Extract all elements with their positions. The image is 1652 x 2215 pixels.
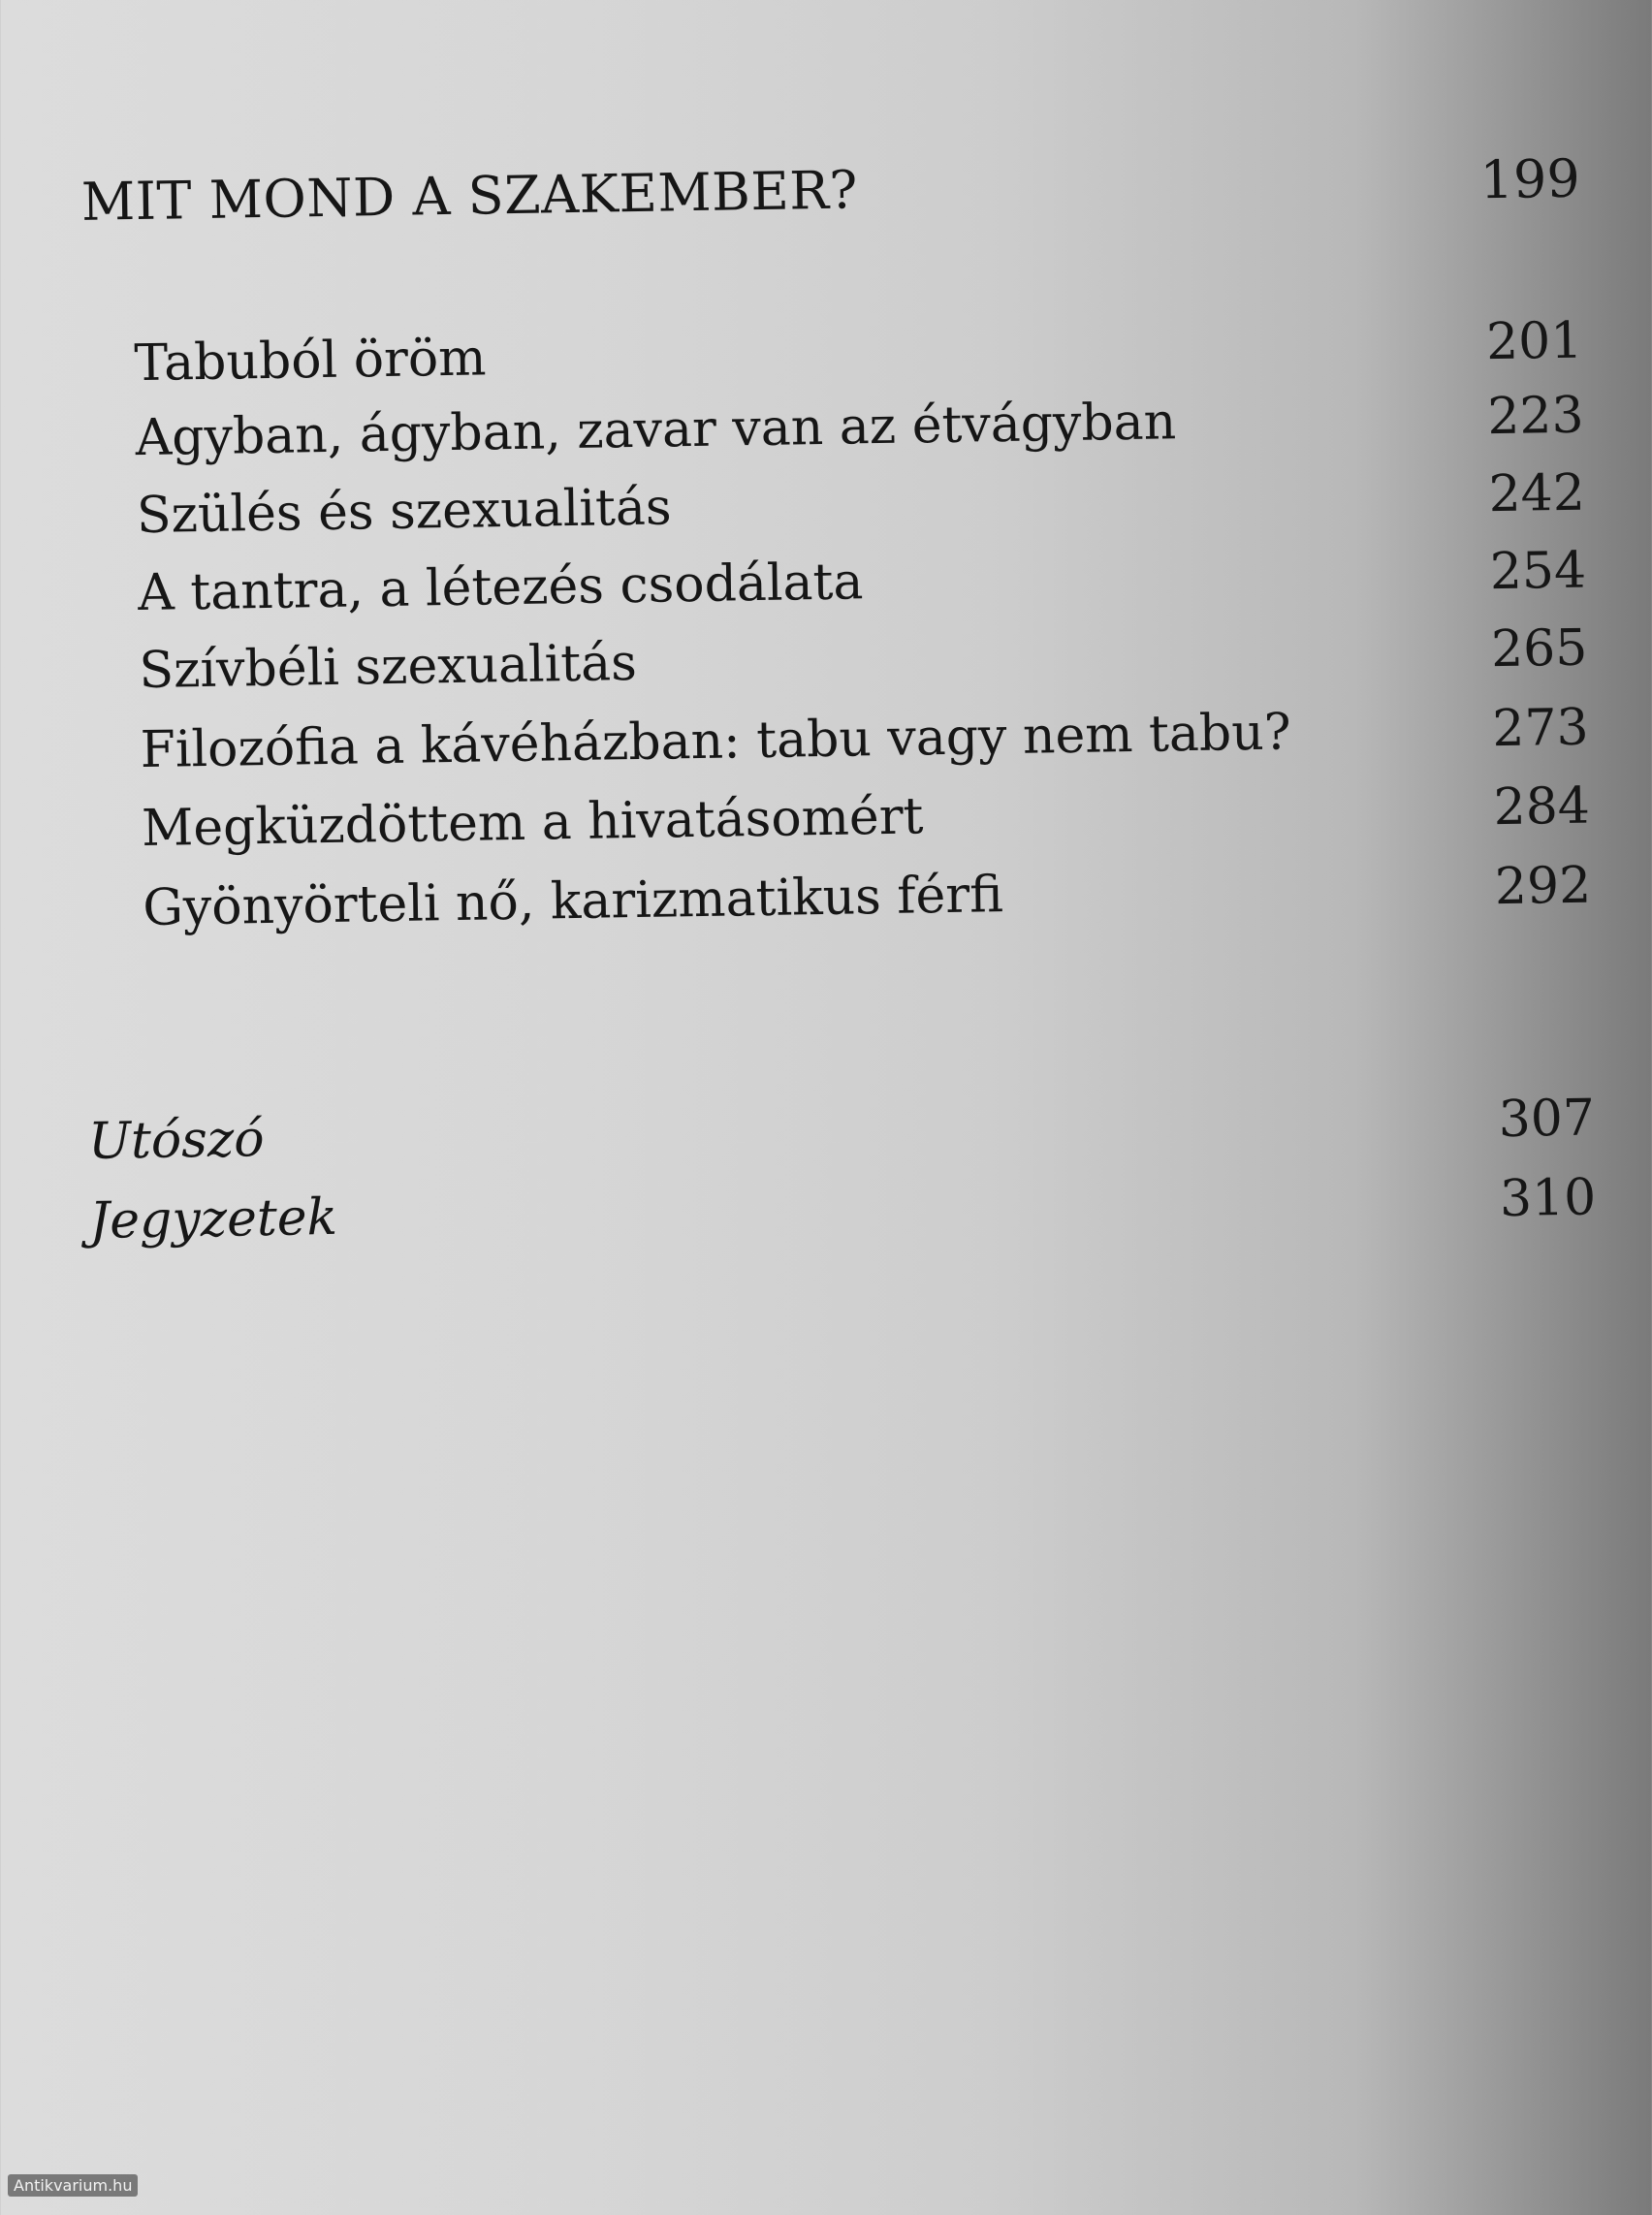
- watermark: Antikvarium.hu: [8, 2174, 138, 2197]
- section-page-number: 199: [1479, 147, 1581, 211]
- toc-entry-title: Agyban, ágyban, zavar van az étvágyban: [135, 393, 1177, 468]
- toc-entry-title: Megküzdöttem a hivatásomért: [141, 787, 924, 859]
- back-matter-title: Jegyzetek: [88, 1187, 338, 1250]
- toc-entry-page-number: 284: [1493, 776, 1591, 838]
- toc-entry-title: Szívbéli szexualitás: [139, 633, 638, 701]
- toc-entry-page-number: 273: [1491, 698, 1590, 759]
- toc-entry-page-number: 265: [1490, 618, 1588, 680]
- back-matter-page-number: 310: [1499, 1168, 1597, 1229]
- section-title: MIT MOND A SZAKEMBER?: [80, 159, 859, 233]
- toc-entry-title: Gyönyörteli nő, karizmatikus férfi: [142, 866, 1004, 938]
- toc-entry-page-number: 254: [1489, 541, 1587, 602]
- back-matter-page-number: 307: [1498, 1089, 1596, 1150]
- toc-entry-title: Szülés és szexualitás: [136, 478, 673, 546]
- toc-entry-title: Tabuból öröm: [134, 329, 487, 394]
- toc-entry-page-number: 242: [1488, 463, 1586, 524]
- toc-section-row: [0, 147, 1639, 256]
- toc-entry-page-number: 201: [1485, 311, 1583, 372]
- toc-entry-page-number: 292: [1494, 856, 1592, 917]
- back-matter-title: Utószó: [87, 1110, 266, 1171]
- toc-entry-title: Filozófia a kávéházban: tabu vagy nem tabu?: [140, 703, 1292, 780]
- toc-entry-page-number: 223: [1486, 386, 1585, 447]
- toc-entry-title: A tantra, a létezés csodálata: [137, 553, 864, 623]
